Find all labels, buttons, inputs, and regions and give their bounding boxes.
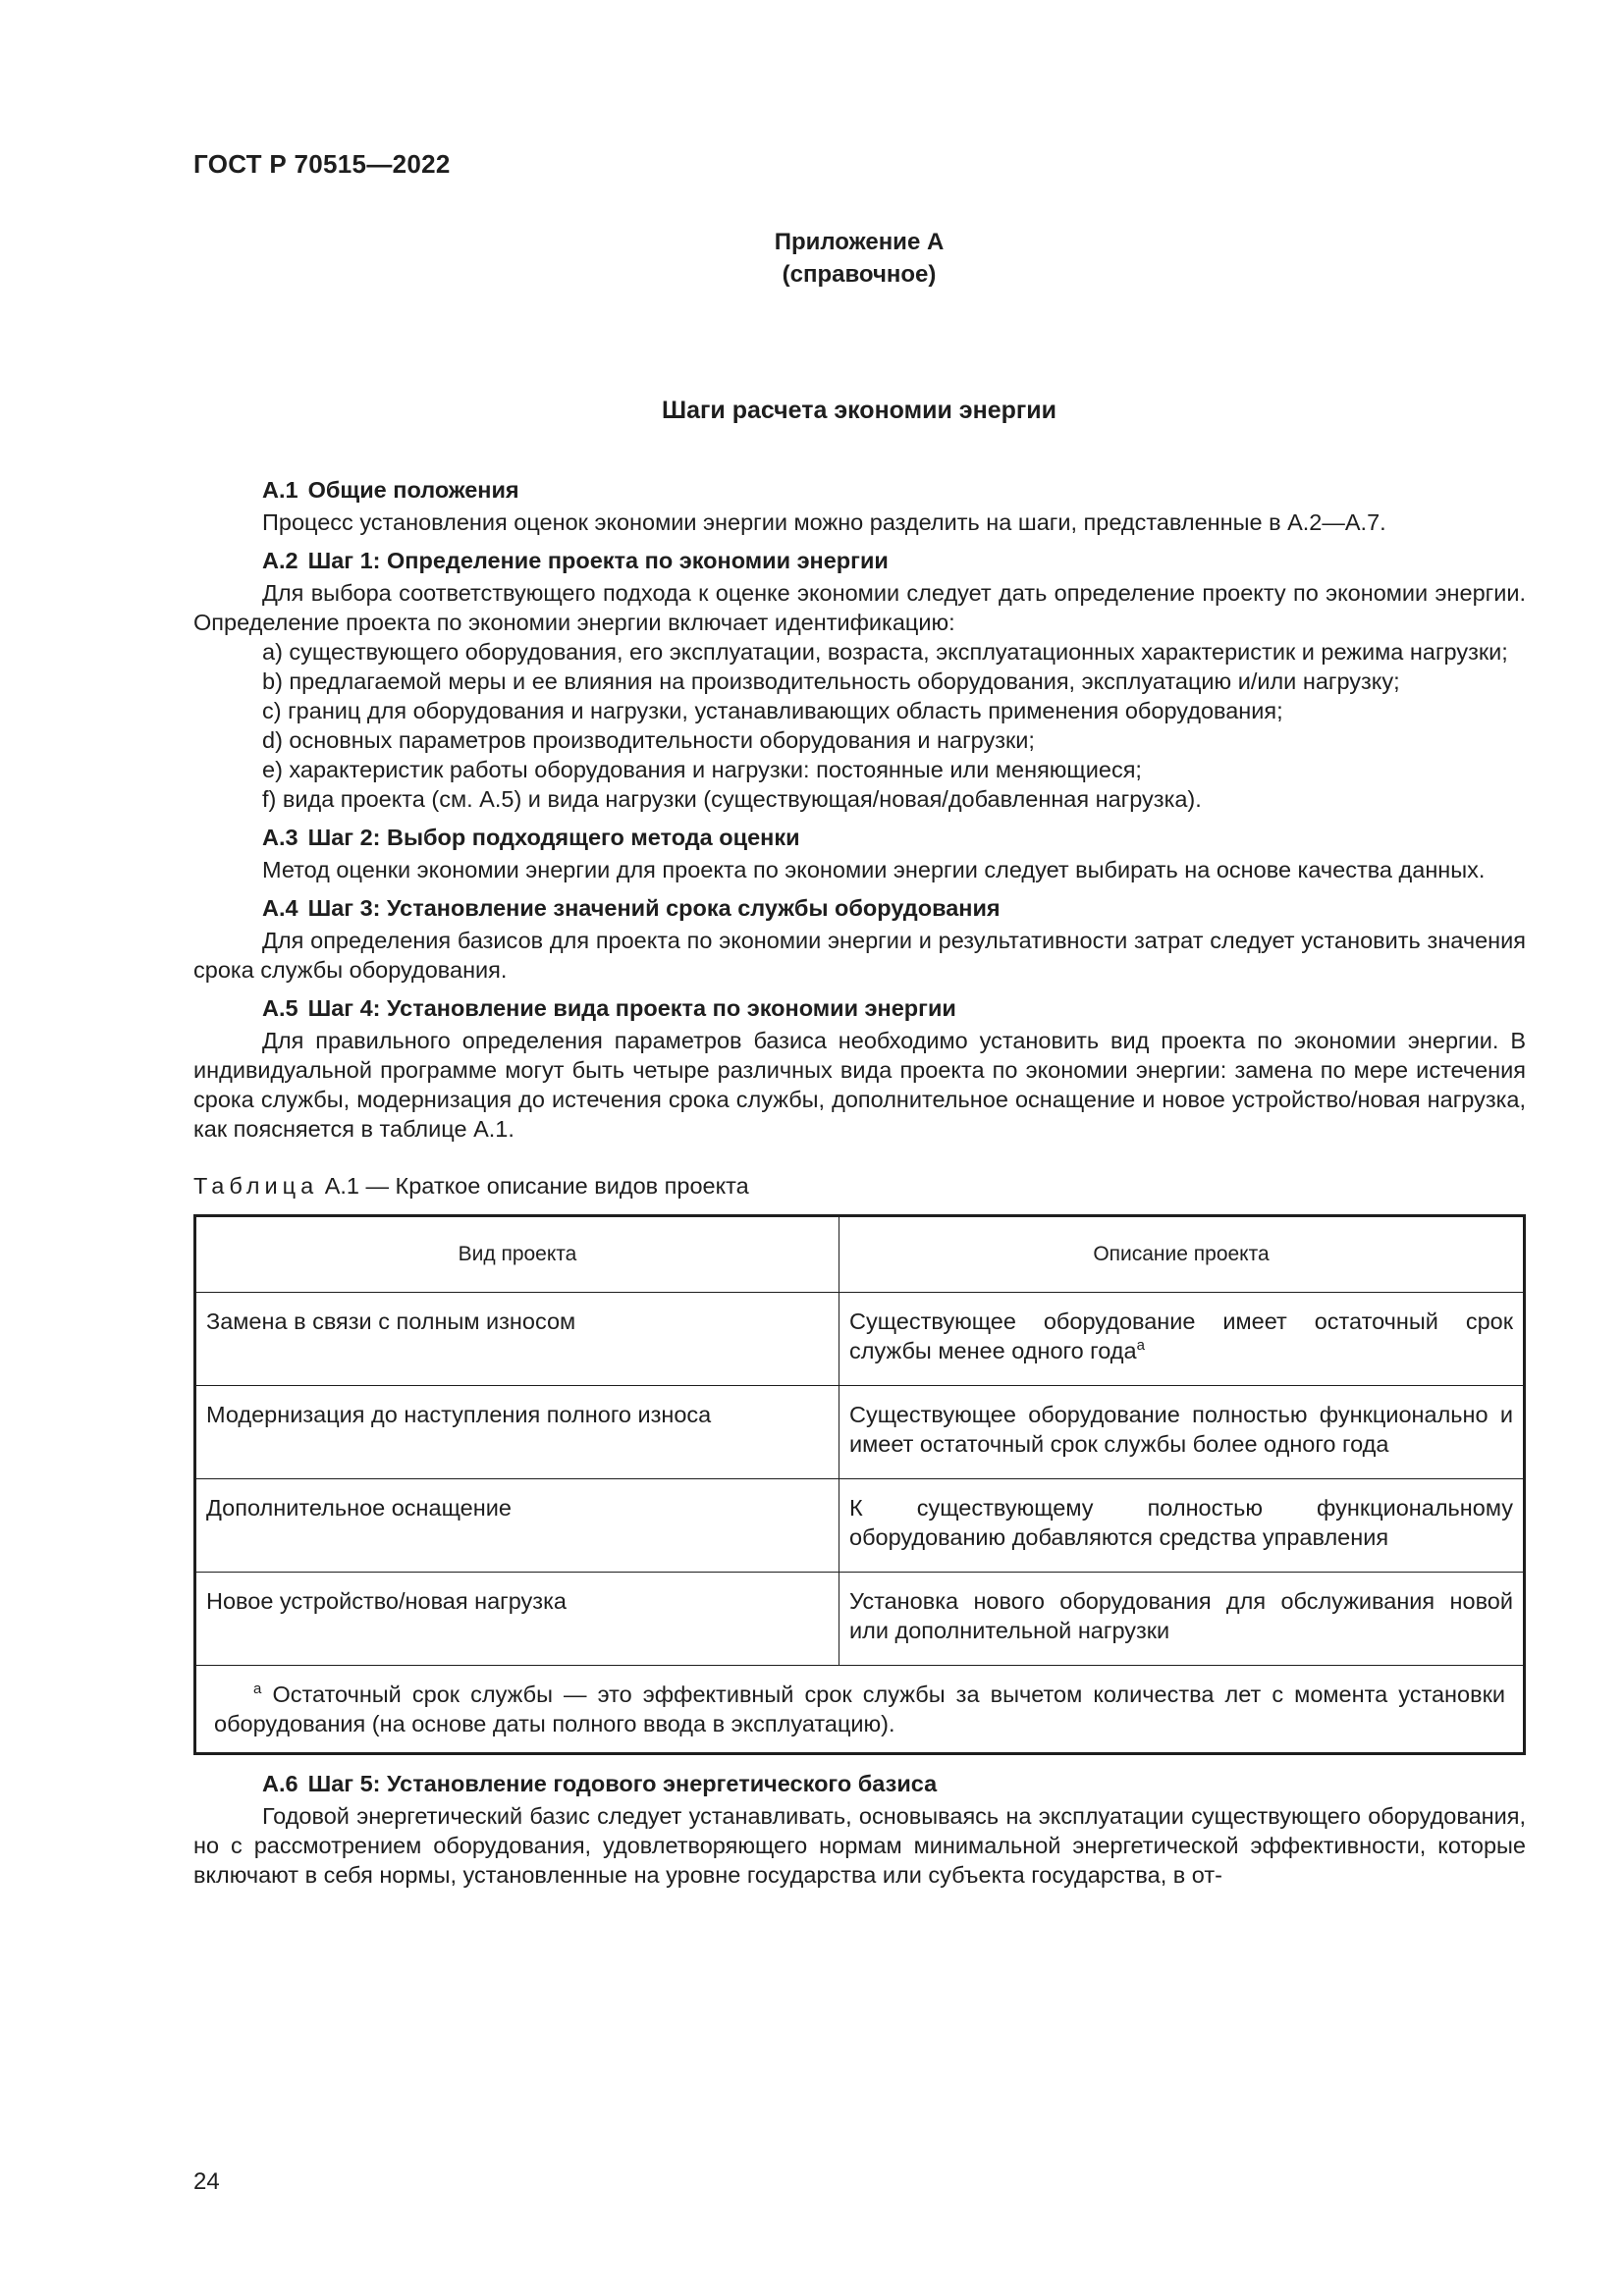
table-caption: Таблица А.1 — Краткое описание видов проекта: [193, 1173, 749, 1199]
footnote-mark: a: [253, 1681, 262, 1698]
document-body: [193, 475, 1526, 1890]
annex-label: [0, 226, 1624, 291]
table-footnote-row: [195, 1666, 1525, 1754]
list-item-f: f) вида проекта (см. А.5) и вида нагрузки (существующая/новая/добавленная нагрузка).: [262, 786, 1202, 812]
section-text-a3: Метод оценки экономии энергии для проекта по экономии энергии следует выбирать на основе качества данных.: [262, 857, 1486, 882]
list-item-c: c) границ для оборудования и нагрузки, устанавливающих область применения оборудования;: [262, 698, 1283, 723]
table-cell-type: Дополнительное оснащение: [195, 1479, 839, 1573]
section-text-a6: Годовой энергетический базис следует устанавливать, основываясь на эксплуатации существующего оборудования, но с рассмотрением оборудования, удовлетворяющего нормам минимальной энергетической эффективности, которые включают в себя нормы, установленные на уровне государства или субъекта государства, в от-: [193, 1803, 1526, 1888]
table-header-type: Вид проекта: [195, 1216, 839, 1293]
annex-title: Шаги расчета экономии энергии: [661, 397, 1057, 424]
table-cell-type: Новое устройство/новая нагрузка: [195, 1573, 839, 1666]
table-header-row: [195, 1216, 1525, 1293]
annex-number: Приложение А: [774, 229, 945, 255]
list-item-e: e) характеристик работы оборудования и нагрузки: постоянные или меняющиеся;: [262, 757, 1142, 782]
list-item-a: а) существующего оборудования, его эксплуатации, возраста, эксплуатационных характеристик и режима нагрузки;: [262, 639, 1508, 665]
section-text-a4: Для определения базисов для проекта по экономии энергии и результативности затрат следует установить значения срока службы оборудования.: [193, 928, 1526, 983]
list-item-b: b) предлагаемой меры и ее влияния на производительность оборудования, эксплуатацию и/или нагрузку;: [262, 668, 1400, 694]
section-heading-a5: А.5 Шаг 4: Установление вида проекта по экономии энергии: [262, 995, 956, 1021]
list-item-d: d) основных параметров производительности оборудования и нагрузки;: [262, 727, 1035, 753]
table-row: [195, 1386, 1525, 1479]
table-cell-type: Замена в связи с полным износом: [195, 1293, 839, 1386]
table-footnote: $^a$ Остаточный срок службы — это эффективный срок службы за вычетом количества лет с момента установки оборудования (на основе даты полного ввода в эксплуатацию).: [195, 1666, 1525, 1754]
section-heading-a1: А.1 Общие положения: [262, 477, 519, 503]
project-types-table: [193, 1214, 1526, 1755]
section-text-a2: Для выбора соответствующего подхода к оценке экономии следует дать определение проекту по экономии энергии. Определение проекта по экономии энергии включает идентификацию:: [193, 580, 1526, 635]
page-number: 24: [193, 2168, 220, 2195]
section-text-a1: Процесс установления оценок экономии энергии можно разделить на шаги, представленные в А.2—А.7.: [262, 509, 1386, 535]
section-heading-a2: А.2 Шаг 1: Определение проекта по экономии энергии: [262, 548, 889, 573]
section-text-a5: Для правильного определения параметров базиса необходимо установить вид проекта по экономии энергии. В индивидуальной программе могут быть четыре различных вида проекта по экономии энергии: замена по мере истечения срока службы, модернизация до истечения срока службы, дополнительное оснащение и новое устройство/новая нагрузка, как поясняется в таблице А.1.: [193, 1028, 1526, 1142]
table-cell-description: Существующее оборудование имеет остаточный срок службы менее одного года$^a$: [839, 1293, 1525, 1386]
footnote-reference: a: [1136, 1337, 1145, 1355]
table-cell-description: Установка нового оборудования для обслуживания новой или дополнительной нагрузки: [839, 1573, 1525, 1666]
table-cell-description: К существующему полностью функциональному оборудованию добавляются средства управления: [839, 1479, 1525, 1573]
table-row: [195, 1293, 1525, 1386]
section-heading-a3: А.3 Шаг 2: Выбор подходящего метода оценки: [262, 825, 800, 850]
section-heading-a6: А.6 Шаг 5: Установление годового энергетического базиса: [262, 1771, 938, 1796]
annex-status: (справочное): [782, 261, 937, 288]
table-row: [195, 1573, 1525, 1666]
table-cell-description: Существующее оборудование полностью функционально и имеет остаточный срок службы более одного года: [839, 1386, 1525, 1479]
section-heading-a4: А.4 Шаг 3: Установление значений срока службы оборудования: [262, 895, 1001, 921]
table-row: [195, 1479, 1525, 1573]
document-code: ГОСТ Р 70515—2022: [193, 149, 451, 179]
table-cell-type: Модернизация до наступления полного износа: [195, 1386, 839, 1479]
table-header-description: Описание проекта: [839, 1216, 1525, 1293]
